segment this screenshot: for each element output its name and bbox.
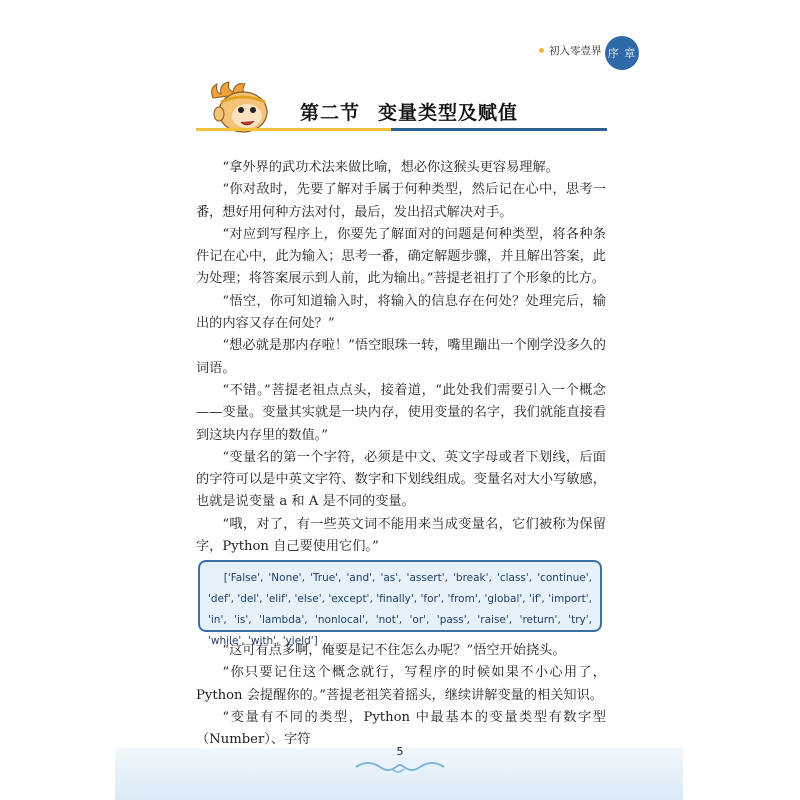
chapter-badge: 序 章 (605, 36, 639, 70)
paragraph: “变量有不同的类型，Python 中最基本的变量类型有数字型（Number）、字符 (196, 709, 606, 748)
paragraph: “不错。”菩提老祖点点头，接着道，“此处我们需要引入一个概念——变量。变量其实就是一块内存，使用变量的名字，我们就能直接看到这块内存里的数值。” (196, 382, 606, 443)
page-number: 5 (396, 745, 404, 758)
section-heading: 变量类型及赋值 (378, 102, 519, 124)
body-text (196, 157, 606, 581)
paragraph: “想必就是那内存啦！”悟空眼珠一转，嘴里蹦出一个刚学没多久的词语。 (196, 338, 606, 376)
body-text-continued (196, 640, 606, 751)
section-title (300, 98, 518, 125)
section-number: 第二节 (300, 102, 361, 124)
paragraph: “这可有点多啊，俺要是记不住怎么办呢？”悟空开始挠头。 (222, 643, 566, 658)
bullet-dot-icon (539, 48, 544, 53)
paragraph: “你只要记住这个概念就行，写程序的时候如果不小心用了，Python 会提醒你的。”菩提老祖笑着摇头，继续讲解变量的相关知识。 (196, 665, 606, 703)
paragraph: “你对敌时，先要了解对手属于何种类型，然后记在心中，思考一番，想好用何种方法对付，最后，发出招式解决对手。 (196, 182, 606, 220)
paragraph: “对应到写程序上，你要先了解面对的问题是何种类型，将各种条件记在心中，此为输入；思考一番，确定解题步骤，并且解出答案，此为处理；将答案展示到人前，此为输出。”菩提老祖打了个形象的比方。 (196, 226, 606, 287)
running-header (539, 40, 602, 60)
paragraph: “变量名的第一个字符，必须是中文、英文字母或者下划线，后面的字符可以是中英文字符、数字和下划线组成。变量名对大小写敏感，也就是说变量 a 和 A 是不同的变量。 (196, 449, 606, 510)
cloud-wave-icon (352, 755, 448, 777)
paragraph: “拿外界的武功术法来做比喻，想必你这猴头更容易理解。 (222, 160, 559, 175)
paragraph: “悟空，你可知道输入时，将输入的信息存在何处？处理完后，输出的内容又存在何处？” (196, 293, 606, 332)
title-underline (391, 128, 607, 131)
chapter-name: 初入零壹界 (549, 44, 602, 57)
paragraph: “哦，对了，有一些英文词不能用来当成变量名，它们被称为保留字，Python 自己要使用它们。” (196, 516, 606, 555)
title-underline-accent (196, 128, 391, 131)
reserved-keywords-box: ['False', 'None', 'True', 'and', 'as', 'assert', 'break', 'class', 'continue', 'def', 'del', 'elif', 'else', 'except', 'finally', 'for', 'from', 'global', 'if', 'import', 'in', 'is', 'lambda', 'nonlocal', 'not', 'or', 'pass', 'raise', 'return', 'try', 'while', 'with', 'yield'] (198, 560, 602, 632)
